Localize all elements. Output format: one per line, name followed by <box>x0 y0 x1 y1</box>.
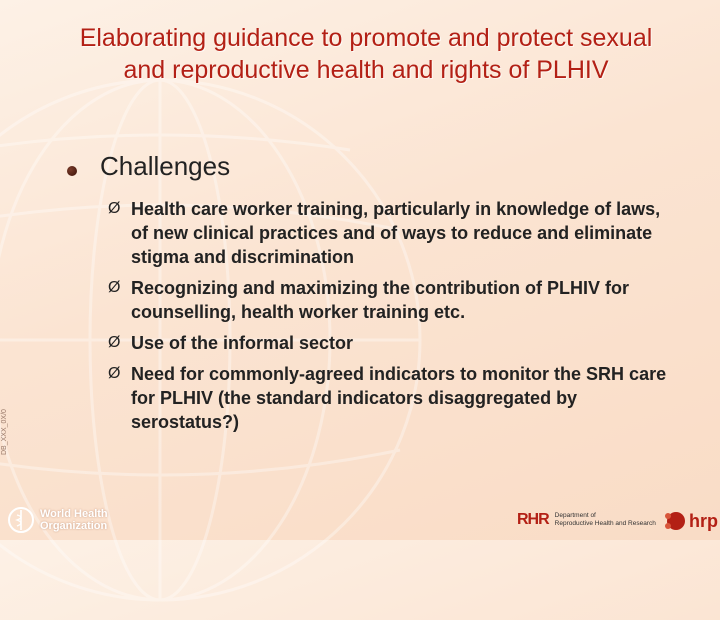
sub-bullet-text: Need for commonly-agreed indicators to monitor the SRH care for PLHIV (the standard indicators disaggregated by serostatus?) <box>131 364 667 432</box>
sub-bullet-text: Recognizing and maximizing the contribution of PLHIV for counselling, health worker training etc. <box>131 278 629 322</box>
sub-bullet-item <box>108 362 668 434</box>
sub-bullet-item <box>108 331 668 355</box>
hrp-icon <box>663 509 687 533</box>
who-name-line1: World Health <box>40 508 108 520</box>
arrow-bullet-icon: Ø <box>108 279 121 296</box>
sub-bullet-item <box>108 197 668 269</box>
side-code: DB_XXX_0X/0 <box>1 409 8 455</box>
rhr-mark: RHR <box>517 511 549 528</box>
arrow-bullet-icon: Ø <box>108 334 121 351</box>
arrow-bullet-icon: Ø <box>108 365 121 382</box>
hrp-text: hrp <box>689 510 718 531</box>
sub-bullet-item <box>108 276 668 324</box>
sub-bullet-list <box>108 197 668 441</box>
rhr-line1: Department of <box>554 512 596 519</box>
who-emblem-icon <box>7 506 35 534</box>
sub-bullet-text: Use of the informal sector <box>131 333 354 353</box>
slide-title: Elaborating guidance to promote and protect sexual and reproductive health and rights of PLHIV <box>79 24 653 84</box>
hrp-logo <box>663 509 718 533</box>
main-bullet-text: Challenges <box>100 151 231 181</box>
rhr-logo <box>517 511 656 529</box>
who-name-line2: Organization <box>40 520 108 532</box>
sub-bullet-text: Health care worker training, particularly in knowledge of laws, of new clinical practices and of ways to reduce and eliminate stigma and discrimination <box>131 199 661 267</box>
rhr-line2: Reproductive Health and Research <box>554 520 656 527</box>
who-logo <box>7 506 108 534</box>
arrow-bullet-icon: Ø <box>108 200 121 217</box>
bullet-dot-icon <box>67 166 77 176</box>
